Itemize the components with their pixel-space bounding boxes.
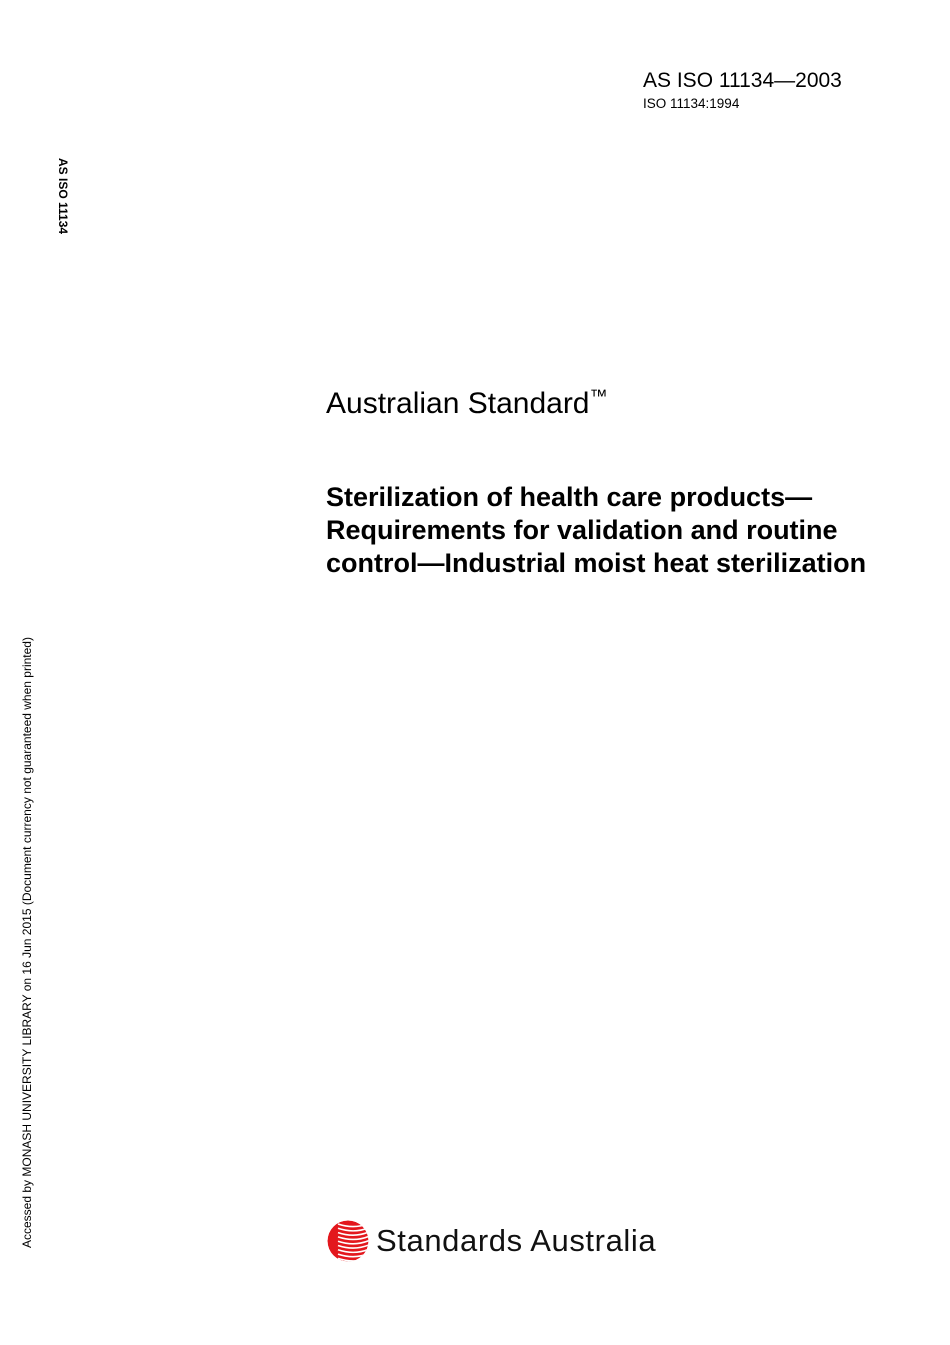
iso-reference: ISO 11134:1994 xyxy=(643,96,740,111)
series-label xyxy=(326,378,608,422)
standard-designation: AS ISO 11134—2003 xyxy=(643,69,842,92)
document-title: Sterilization of health care products—Requirements for validation and routine control—Industrial moist heat sterilization xyxy=(326,482,867,578)
spine-label xyxy=(55,158,73,258)
access-note-text: Accessed by MONASH UNIVERSITY LIBRARY on 16 Jun 2015 (Document currency not guaranteed when printed) xyxy=(20,637,34,1248)
series-label-text: Australian Standard xyxy=(326,387,590,420)
publisher-logo-block xyxy=(326,1218,656,1264)
standards-australia-logo-icon xyxy=(326,1219,370,1263)
publisher-name: Standards Australia xyxy=(376,1223,657,1258)
trademark-symbol: ™ xyxy=(589,386,608,406)
spine-label-text: AS ISO 11134 xyxy=(56,158,70,235)
access-note xyxy=(20,598,38,1250)
